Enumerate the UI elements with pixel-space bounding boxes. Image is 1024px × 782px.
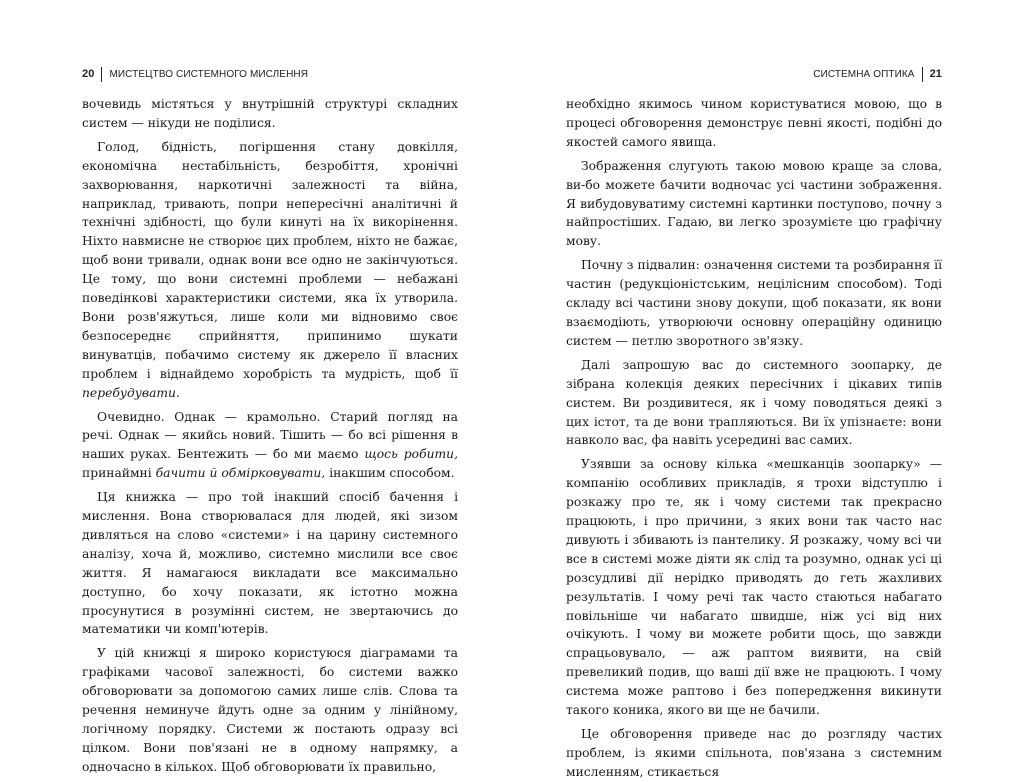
left-running-head: МИСТЕЦТВО СИСТЕМНОГО МИСЛЕННЯ (109, 68, 309, 80)
left-page-number: 20 (82, 68, 95, 80)
right-page-body (566, 95, 942, 782)
paragraph: Узявши за основу кілька «мешканців зоопарку» — компанію особливих прикладів, я трохи відступлю і розкажу про те, як і чому системи так прекрасно працюють, і про причини, з яких вони так часто нас дивують і збивають із пантелику. Я розкажу, чому всі чи все в системі може діяти як слід та розумно, однак усі ці розсудливі дії нерідко приводять до геть жахливих результатів. І чому речі так часто стаються набагато повільніше чи набагато швидше, ніж усі від них очікують. І чому ви можете робити щось, що завжди спрацьовувало, — аж раптом виявити, на свій превеликий подив, що ваші дії вже не працюють. І чому система може раптово і без попередження викинути такого коника, якого ви ще не бачили. (566, 457, 942, 718)
header-divider (101, 67, 102, 82)
paragraph: Далі запрошую вас до системного зоопарку, де зібрана колекція деяких пересічних і цікавих типів систем. Ви роздивитеся, як і чому поводяться деякі з цих істот, та де вони трапляються. Ви їх упізнаєте: вони навколо вас, фа навіть усередині вас самих. (566, 357, 942, 448)
left-page-header (82, 66, 458, 82)
right-running-head: СИСТЕМНА ОПТИКА (813, 68, 915, 80)
paragraph: Почну з підвалин: означення системи та розбирання її частин (редукціоністським, нецілісним способом). Тоді складу всі частини знову докупи, щоб показати, як вони взаємодіють, утворюючи основну операційну одиницю систем — петлю зворотного зв'язку. (566, 258, 942, 348)
paragraph: Очевидно. Однак — крамольно. Старий погляд на речі. Однак — якийсь новий. Тішить — бо всі рішення в наших руках. Бентежить — бо ми маємо щось робити, принаймні бачити й обмірковувати, інакшим способом. (82, 409, 458, 481)
paragraph: вочевидь містяться у внутрішній структурі складних систем — нікуди не поділися. (82, 97, 458, 130)
right-page-number: 21 (929, 68, 942, 80)
paragraph: необхідно якимось чином користуватися мовою, що в процесі обговорення демонструє певні якості, подібні до якостей самого явища. (566, 97, 942, 149)
paragraph: Зображення слугують такою мовою краще за слова, ви-бо можете бачити водночас усі частини зображення. Я вибудовуватиму системні картинки поступово, почну з найпростіших. Гадаю, ви легко зрозумієте цю графічну мову. (566, 158, 942, 249)
right-page-header (566, 66, 942, 82)
paragraph: Голод, бідність, погіршення стану довкілля, економічна нестабільність, безробіття, хронічні захворювання, наркотичні залежності та війна, наприклад, тривають, попри непересічні аналітичні й технічні здібності, що були кинуті на їх викорінення. Ніхто навмисне не створює цих проблем, ніхто не бажає, щоб вони тривали, однак вони все одно не закінчуються. Це тому, що вони системні проблеми — небажані поведінкові характеристики системи, яка їх утворила. Вони розв'яжуться, лише коли ми відновимо своє безпосереднє сприйняття, припинимо шукати винуватців, побачимо систему як джерело її власних проблем і віднайдемо хоробрість та мудрість, щоб її перебудувати. (82, 139, 458, 400)
header-divider (922, 67, 923, 82)
left-page-body (82, 95, 458, 777)
paragraph: У цій книжці я широко користуюся діаграмами та графіками часової залежності, бо системи важко обговорювати за допомогою самих лише слів. Слова та речення неминуче йдуть одне за одним у лінійному, логічному порядку. Системи ж постають одразу всі цілком. Вони пов'язані не в одному напрямку, а одночасно в кількох. Щоб обговорювати їх правильно, (82, 646, 458, 774)
paragraph: Це обговорення приведе нас до розгляду частих проблем, із якими спільнота, пов'язана з системним мисленням, стикається (566, 727, 942, 779)
paragraph: Ця книжка — про той інакший спосіб бачення і мислення. Вона створювалася для людей, які зизом дивляться на слово «системи» і на царину системного аналізу, хоча й, можливо, системно мислили все своє життя. Я намагаюся викладати все максимально доступно, бо хочу показати, як істотно можна просунутися в розумінні систем, не звертаючись до математики чи комп'ютерів. (82, 490, 458, 637)
